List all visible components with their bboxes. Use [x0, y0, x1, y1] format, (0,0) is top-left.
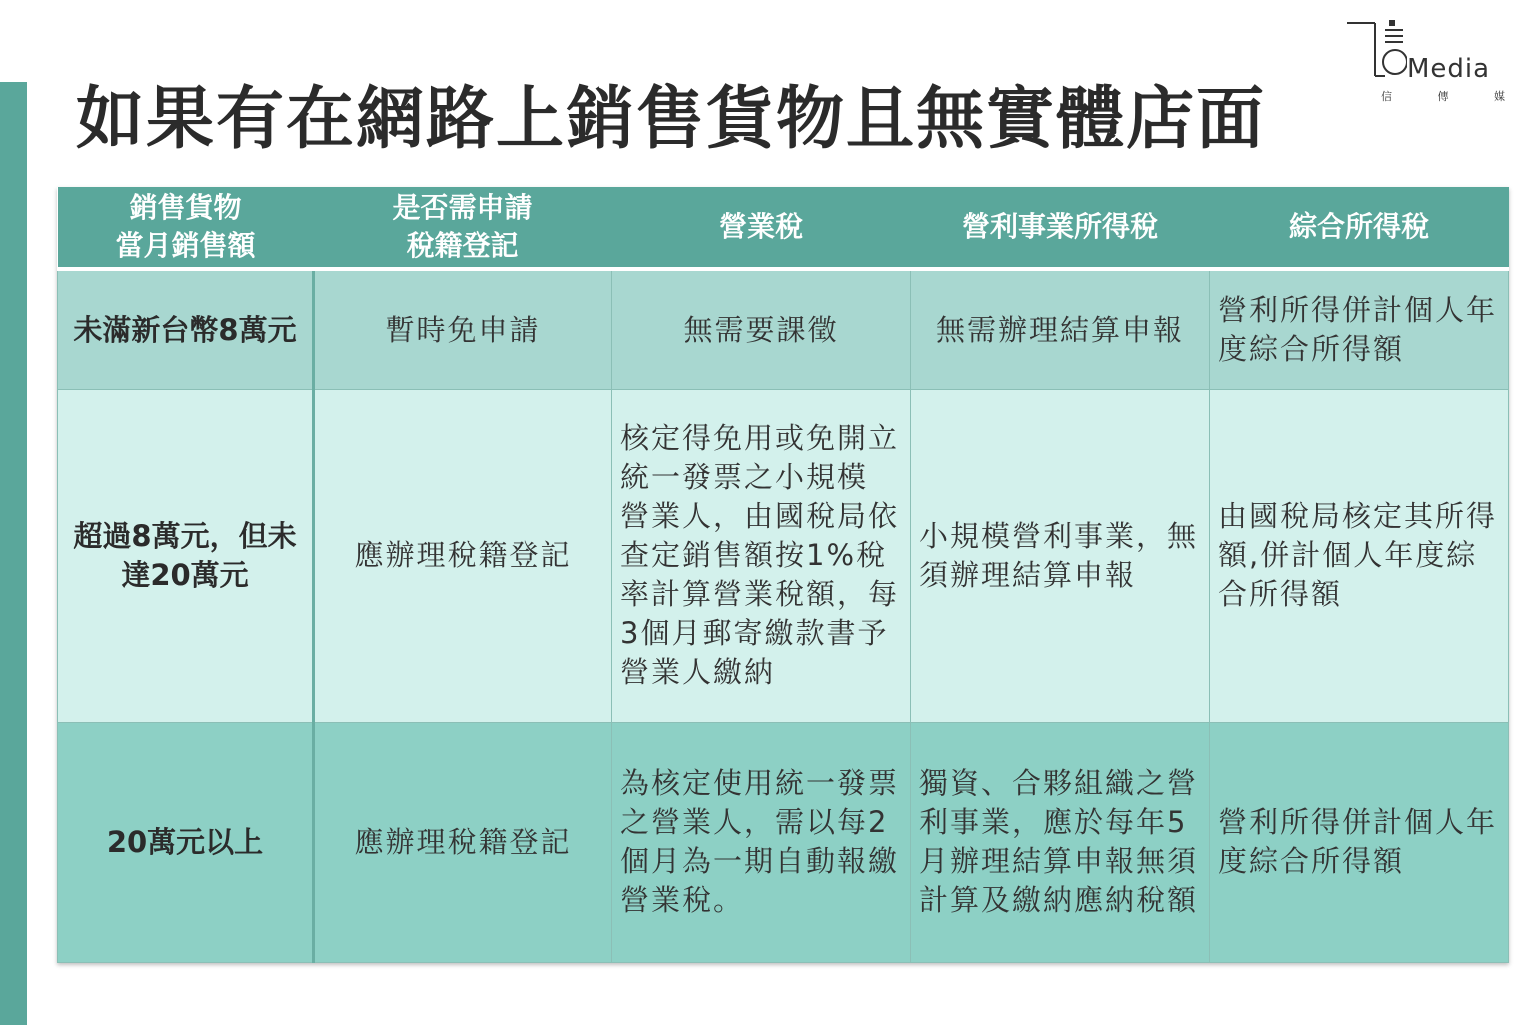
logo-mark-icon — [1345, 18, 1407, 82]
table-row — [58, 269, 1509, 390]
header-line: 營利事業所得稅 — [961, 210, 1158, 243]
cell-corporate-tax: 獨資、合夥組織之營利事業，應於每年5月辦理結算申報無須計算及繳納應納稅額 — [911, 722, 1210, 962]
left-accent-bar — [0, 82, 27, 1025]
logo-char: 信 — [1381, 90, 1392, 103]
cell-sales: 超過8萬元，但未達20萬元 — [58, 390, 314, 723]
table-row — [58, 722, 1509, 962]
tax-comparison-table — [57, 187, 1509, 963]
header-line: 稅籍登記 — [406, 229, 519, 262]
cell-sales: 未滿新台幣8萬元 — [58, 269, 314, 390]
cell-income-tax: 營利所得併計個人年度綜合所得額 — [1210, 269, 1509, 390]
cell-corporate-tax: 小規模營利事業，無須辦理結算申報 — [911, 390, 1210, 723]
cell-registration: 暫時免申請 — [314, 269, 612, 390]
header-line: 銷售貨物 — [129, 191, 242, 224]
cell-registration: 應辦理稅籍登記 — [314, 722, 612, 962]
cell-business-tax: 核定得免用或免開立統一發票之小規模 營業人，由國稅局依查定銷售額按1%稅率計算營業稅額，每3個月郵寄繳款書予營業人繳納 — [612, 390, 911, 723]
header-corporate-tax — [911, 187, 1210, 269]
logo-char: 媒 — [1494, 90, 1505, 103]
header-sales — [58, 187, 314, 269]
header-registration — [314, 187, 612, 269]
cell-corporate-tax: 無需辦理結算申報 — [911, 269, 1210, 390]
cell-income-tax: 由國稅局核定其所得額,併計個人年度綜合所得額 — [1210, 390, 1509, 723]
header-line: 當月銷售額 — [115, 229, 256, 262]
cell-registration: 應辦理稅籍登記 — [314, 390, 612, 723]
cell-business-tax: 為核定使用統一發票之營業人，需以每2個月為一期自動報繳營業稅。 — [612, 722, 911, 962]
header-line: 營業稅 — [718, 210, 803, 243]
cell-business-tax: 無需要課徵 — [612, 269, 911, 390]
header-line: 綜合所得稅 — [1288, 210, 1429, 243]
cell-income-tax: 營利所得併計個人年度綜合所得額 — [1210, 722, 1509, 962]
cell-sales: 20萬元以上 — [58, 722, 314, 962]
table-row — [58, 390, 1509, 723]
logo-word: Media — [1407, 54, 1491, 84]
page-title: 如果有在網路上銷售貨物且無實體店面 — [76, 80, 1267, 159]
logo-subtitle — [1381, 88, 1505, 104]
header-income-tax — [1210, 187, 1509, 269]
logo-char: 傳 — [1437, 90, 1449, 103]
header-line: 是否需申請 — [392, 191, 533, 224]
brand-logo — [1345, 18, 1510, 108]
table-header-row — [58, 187, 1509, 269]
header-business-tax — [612, 187, 911, 269]
